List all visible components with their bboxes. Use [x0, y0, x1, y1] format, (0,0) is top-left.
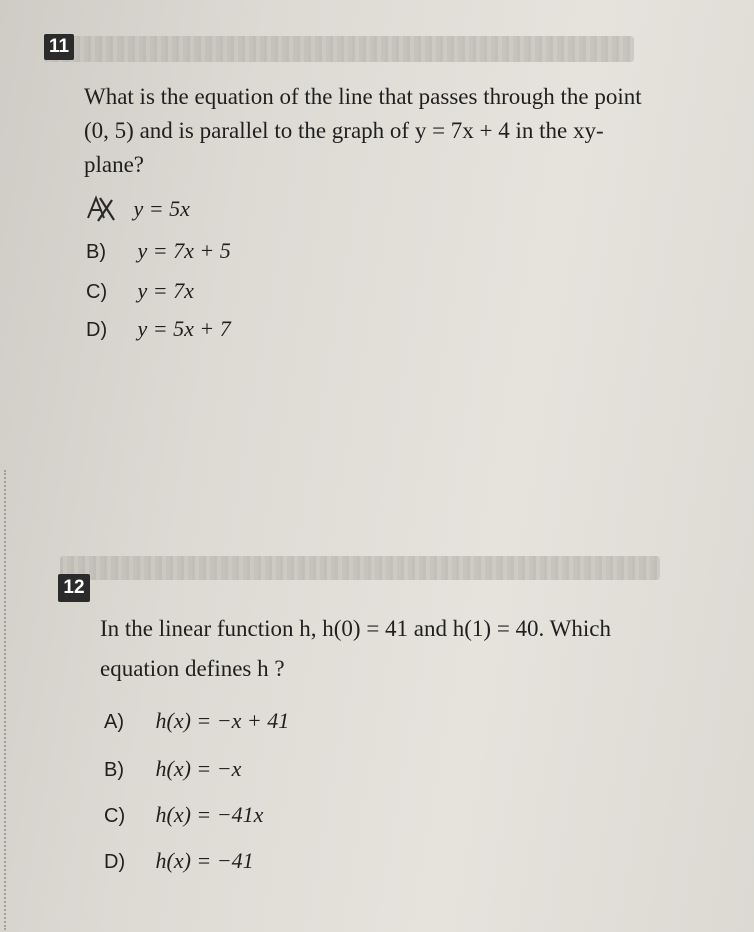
question-11-stem: What is the equation of the line that passes through the point (0, 5) and is parallel to the graph of y = 7x + 4 in the xy-plane? — [84, 84, 642, 177]
choice-letter: C) — [104, 805, 126, 827]
choice-text: y = 7x — [137, 278, 194, 303]
choice-text: y = 7x + 5 — [137, 238, 231, 263]
choice-letter: B) — [86, 241, 106, 263]
question-11-choice-c[interactable] — [86, 278, 194, 304]
choice-letter: D) — [104, 851, 126, 873]
header-stripe-q11 — [44, 36, 634, 62]
question-12-number: 12 — [58, 574, 90, 602]
question-11-choice-b[interactable] — [86, 238, 231, 264]
choice-text: y = 5x — [133, 196, 190, 221]
choice-text: y = 5x + 7 — [137, 316, 231, 341]
choice-letter: C) — [86, 281, 108, 303]
question-11-number: 11 — [44, 34, 74, 60]
choice-text: h(x) = −41x — [155, 802, 264, 827]
question-12-choice-d[interactable] — [104, 848, 254, 874]
question-12-choice-b[interactable] — [104, 756, 241, 782]
question-11-choice-d[interactable] — [86, 316, 231, 342]
question-12-choice-a[interactable] — [104, 708, 289, 734]
choice-letter: B) — [104, 759, 124, 781]
question-12-choice-c[interactable] — [104, 802, 263, 828]
page-edge-dots — [4, 470, 6, 930]
choice-text: h(x) = −x + 41 — [155, 708, 290, 733]
choice-text: h(x) = −x — [155, 756, 242, 781]
choice-letter: A) — [104, 711, 124, 733]
question-12-stem: In the linear function h, h(0) = 41 and h(1) = 40. Which equation defines h ? — [100, 616, 611, 681]
choice-letter: D) — [86, 319, 108, 341]
choice-text: h(x) = −41 — [155, 848, 254, 873]
header-stripe-q12 — [60, 556, 660, 580]
question-11-choice-a[interactable] — [82, 196, 190, 222]
